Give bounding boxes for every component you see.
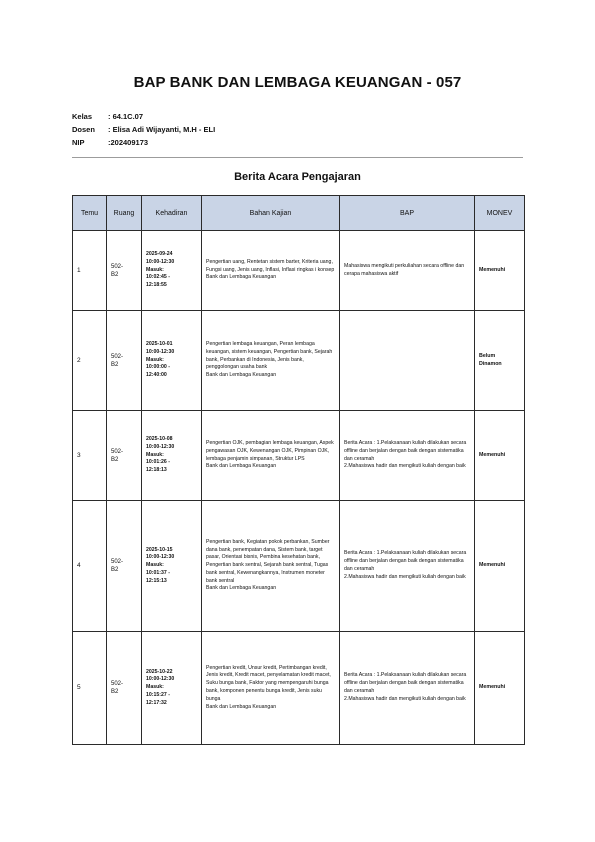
cell-line: 2 bbox=[77, 356, 81, 364]
cell-line: Pengertian bank, Kegiatan pokok perbankan, Sumber dana bank, penempatan dana, Sistem bank, target pasar, Orientasi bisnis, Pembina kesehatan bank, Pengertian bank sentral, Sejarah bank sentral, Tugas bank sentral, Kewenangkannya, Instrumen moneter bank sentral bbox=[206, 538, 330, 584]
cell-kehadiran bbox=[142, 632, 202, 745]
meta-label: Dosen bbox=[72, 125, 95, 134]
cell-monev bbox=[475, 231, 525, 311]
cell-line: Memenuhi bbox=[479, 451, 506, 458]
cell-bahan-kajian bbox=[202, 231, 340, 311]
cell-kehadiran bbox=[142, 231, 202, 311]
cell-line: Masuk: bbox=[146, 266, 164, 273]
cell-line: Pengertian uang, Rentetan sistem barter, Kriteria uang, Fungsi uang, Jenis uang, Inflasi, Inflasi ringkas i konsep bbox=[206, 258, 335, 273]
meta-info bbox=[72, 110, 372, 149]
meta-row-kelas bbox=[72, 110, 372, 123]
cell-line: 502- bbox=[111, 681, 124, 687]
cell-line: 502- bbox=[111, 263, 124, 270]
cell-line: 10:02:45 - bbox=[146, 274, 170, 281]
cell-temu bbox=[73, 501, 107, 632]
cell-line: B2 bbox=[111, 567, 119, 573]
cell-monev bbox=[475, 311, 525, 411]
cell-line: 12:40:00 bbox=[146, 372, 167, 379]
cell-ruang bbox=[107, 632, 142, 745]
section-divider bbox=[72, 157, 523, 158]
document-title: BAP BANK DAN LEMBAGA KEUANGAN - 057 bbox=[133, 74, 462, 91]
cell-bap bbox=[340, 501, 475, 632]
cell-line: Masuk: bbox=[146, 562, 164, 569]
cell-line: 2.Mahasiswa hadir dan mengikuti kuliah dengan baik bbox=[344, 695, 466, 702]
cell-temu bbox=[73, 632, 107, 745]
cell-line: 502- bbox=[111, 559, 124, 565]
cell-monev bbox=[475, 501, 525, 632]
table-body bbox=[73, 231, 525, 745]
cell-line: 10:00-12:30 bbox=[146, 554, 175, 561]
cell-line: Bank dan Lembaga Keuangan bbox=[206, 703, 277, 710]
cell-line: Memenuhi bbox=[479, 684, 506, 691]
table-row bbox=[73, 411, 525, 501]
cell-line: B2 bbox=[111, 689, 119, 695]
cell-line: 10:00:00 - bbox=[146, 364, 170, 371]
table-header bbox=[73, 196, 525, 231]
cell-line: Bank dan Lembaga Keuangan bbox=[206, 274, 277, 281]
cell-line: 10:01:26 - bbox=[146, 459, 170, 466]
cell-kehadiran bbox=[142, 501, 202, 632]
cell-line: 12:18:55 bbox=[146, 282, 167, 289]
cell-line: 2025-09-24 bbox=[146, 251, 173, 257]
cell-ruang bbox=[107, 501, 142, 632]
cell-line: Pengertian lembaga keuangan, Peran lembaga keuangan, sistem keuangan, Pengertian bank, Sejarah bank, Perbankan di Indonesia, Jenis bank, penggolongan usaha bank bbox=[206, 341, 333, 371]
cell-line: Masuk: bbox=[146, 451, 164, 458]
cell-line: 12:15:13 bbox=[146, 577, 167, 584]
cell-ruang bbox=[107, 311, 142, 411]
cell-line: Memenuhi bbox=[479, 562, 506, 569]
cell-line: 2025-10-22 bbox=[146, 668, 173, 675]
cell-temu bbox=[73, 311, 107, 411]
cell-line: 12:17:32 bbox=[146, 699, 167, 706]
meta-value: :202409173 bbox=[108, 138, 149, 147]
meta-label: NIP bbox=[72, 138, 85, 147]
cell-line: 10:00-12:30 bbox=[146, 258, 175, 265]
cell-line: B2 bbox=[111, 361, 119, 368]
cell-line: Pengertian kredit, Unsur kredit, Pertimbangan kredit, Jenis kredit, Kredit macet, penyelamatan kredit macet, Suku bunga bank, Faktor yang mempengaruhi bunga bank, komponen penentu bunga kredit, Jenis suku bunga bbox=[206, 664, 331, 702]
cell-line: 502- bbox=[111, 353, 124, 360]
cell-line: Berita Acara : 1.Pelaksanaan kuliah dilakukan secara offline dan berjalan dengan baik dengan sistematika dan ceramah bbox=[344, 672, 467, 694]
header-temu: Temu bbox=[73, 196, 107, 231]
cell-bap bbox=[340, 411, 475, 501]
cell-line: Mahasiswa mengikuti perkuliahan secara offline dan cerapa mahasiswa aktif bbox=[344, 262, 465, 277]
cell-line: B2 bbox=[111, 271, 119, 278]
cell-bap bbox=[340, 632, 475, 745]
cell-line: 502- bbox=[111, 448, 124, 455]
cell-line: 12:18:13 bbox=[146, 467, 167, 474]
meta-row-dosen bbox=[72, 123, 372, 136]
cell-monev bbox=[475, 411, 525, 501]
cell-kehadiran bbox=[142, 311, 202, 411]
cell-line: 10:01:37 - bbox=[146, 569, 170, 576]
cell-line: Bank dan Lembaga Keuangan bbox=[206, 372, 277, 379]
cell-line: 4 bbox=[77, 562, 81, 570]
cell-line: B2 bbox=[111, 456, 119, 463]
header-kehadiran: Kehadiran bbox=[142, 196, 202, 231]
cell-bap bbox=[340, 311, 475, 411]
table-header-row bbox=[73, 196, 525, 231]
cell-line: 2.Mahasiswa hadir dan mengikuti kuliah dengan baik bbox=[344, 463, 466, 470]
table-row bbox=[73, 632, 525, 745]
cell-line: Berita Acara : 1.Pelaksanaan kuliah dilakukan secara offline dan berjalan dengan baik dengan sistematika dan ceramah bbox=[344, 550, 467, 572]
meta-label: Kelas bbox=[72, 112, 93, 121]
table-row bbox=[73, 311, 525, 411]
cell-line: 10:15:27 - bbox=[146, 691, 170, 698]
cell-line: 10:00-12:30 bbox=[146, 443, 175, 450]
table-row bbox=[73, 231, 525, 311]
cell-line: 2.Mahasiswa hadir dan mengikuti kuliah dengan baik bbox=[344, 573, 466, 580]
meta-value: : 64.1C.07 bbox=[108, 112, 144, 121]
table-row bbox=[73, 501, 525, 632]
header-bahan-kajian: Bahan Kajian bbox=[202, 196, 340, 231]
cell-line: 3 bbox=[77, 451, 81, 459]
cell-bahan-kajian bbox=[202, 632, 340, 745]
cell-line: 10:00-12:30 bbox=[146, 348, 175, 355]
section-title: Berita Acara Pengajaran bbox=[234, 171, 361, 183]
header-monev: MONEV bbox=[475, 196, 525, 231]
cell-line: Pengertian OJK, pembagian lembaga keuangan, Aspek pengawasan OJK, Kewenangan OJK, Pimpinan OJK, lembaga penjamin simpanan, Struktur LPS bbox=[206, 439, 334, 462]
cell-ruang bbox=[107, 411, 142, 501]
meta-value: : Elisa Adi Wijayanti, M.H - ELI bbox=[108, 125, 216, 134]
cell-line: Masuk: bbox=[146, 684, 164, 691]
cell-line: Belum bbox=[479, 352, 496, 359]
cell-line: 5 bbox=[77, 684, 81, 692]
cell-line: Memenuhi bbox=[479, 266, 506, 273]
cell-kehadiran bbox=[142, 411, 202, 501]
cell-bap bbox=[340, 231, 475, 311]
cell-temu bbox=[73, 231, 107, 311]
cell-temu bbox=[73, 411, 107, 501]
cell-line: 2025-10-01 bbox=[146, 341, 173, 347]
cell-line: Bank dan Lembaga Keuangan bbox=[206, 463, 277, 470]
header-ruang: Ruang bbox=[107, 196, 142, 231]
cell-line: 2025-10-15 bbox=[146, 546, 173, 553]
cell-line: 1 bbox=[77, 266, 81, 274]
cell-line: 10:00-12:30 bbox=[146, 676, 175, 683]
cell-line: Dinamon bbox=[479, 360, 502, 367]
header-bap: BAP bbox=[340, 196, 475, 231]
cell-bahan-kajian bbox=[202, 411, 340, 501]
meta-row-nip bbox=[72, 136, 372, 149]
bap-table bbox=[72, 195, 525, 745]
cell-line: Berita Acara : 1.Pelaksanaan kuliah dilakukan secara offline dan berjalan dengan baik dengan sistematika dan ceramah bbox=[344, 439, 467, 462]
cell-line: Masuk: bbox=[146, 356, 164, 363]
cell-ruang bbox=[107, 231, 142, 311]
cell-monev bbox=[475, 632, 525, 745]
cell-line: Bank dan Lembaga Keuangan bbox=[206, 585, 277, 592]
cell-line: 2025-10-08 bbox=[146, 436, 173, 442]
cell-bahan-kajian bbox=[202, 311, 340, 411]
cell-bahan-kajian bbox=[202, 501, 340, 632]
